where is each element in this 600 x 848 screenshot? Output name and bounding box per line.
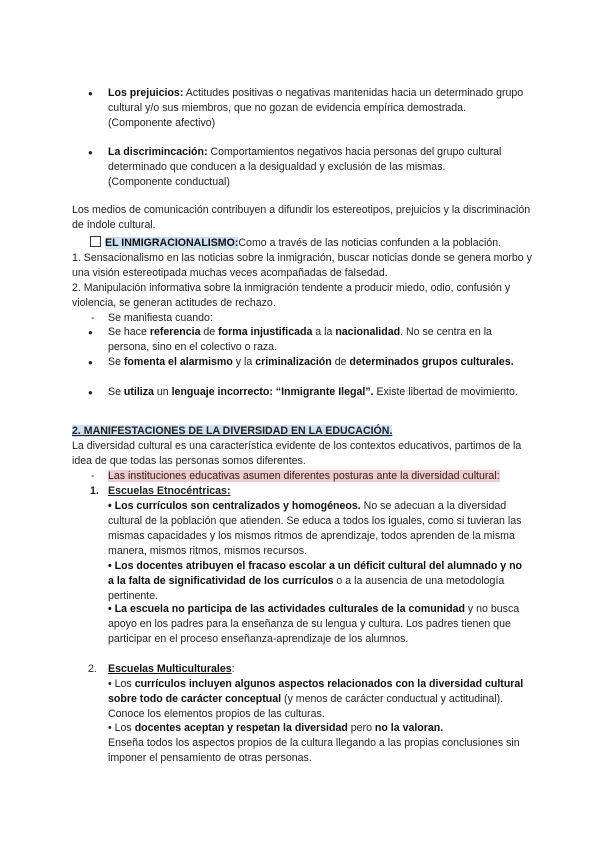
manifiesta-bullet-3: ● Se utiliza un lenguaje incorrecto: “Inmigrante Ilegal”. Existe libertad de movimiento. <box>108 385 533 400</box>
inmigracionalismo-term: EL INMIGRACIONALISMO: <box>105 237 239 249</box>
checkbox-icon[interactable] <box>90 236 101 247</box>
multi-point-2: • Los docentes aceptan y respetan la diversidad pero no la valoran. <box>108 722 444 734</box>
bullet-icon <box>88 145 93 160</box>
dash-icon <box>91 469 95 484</box>
manifiesta-item: - Se manifiesta cuando: <box>108 311 533 326</box>
item-number: 1. <box>90 485 99 497</box>
manifiesta-bullet-2: ● Se fomenta el alarmismo y la criminalización de determinados grupos culturales. <box>108 355 518 370</box>
etnocentricas-title: Escuelas Etnocéntricas: <box>108 485 231 497</box>
medios-paragraph: Los medios de comunicación contribuyen a difundir los estereotipos, prejuicios y la discriminación de índole cultural. <box>72 204 531 231</box>
prejuicios-component: (Componente afectivo) <box>108 117 216 129</box>
multi-point-3: Enseña todos los aspectos propios de la cultura llegando a las propias conclusiones sin imponer el pensamiento de otras personas. <box>108 737 520 764</box>
etno-point-1: • Los currículos son centralizados y homogéneos. No se adecuan a la diversidad cultural de la población que atienden. Se educa a todos los iguales, como si tuvieran las mismas capacidades y los mismos ritmos de aprendizaje, todos aprenden de la misma manera, mismos ritmos, mismos recursos. <box>108 500 522 557</box>
discriminacion-item <box>108 145 533 190</box>
instituciones-item: - Las instituciones educativas asumen diferentes posturas ante la diversidad cultural: <box>108 469 528 484</box>
manifiesta-bullet-1: ● Se hace referencia de forma injustificada a la nacionalidad. No se centra en la persona, sino en el colectivo o raza. <box>108 325 533 355</box>
item-number: 2. <box>88 663 97 675</box>
point-2: 2. Manipulación informativa sobre la inmigración tendente a producir miedo, odio, confusión y violencia, se generan actitudes de rechazo. <box>72 282 511 309</box>
inmigracionalismo-item: EL INMIGRACIONALISMO:Como a través de las noticias confunden a la población. <box>90 236 540 251</box>
point-1: 1. Sensacionalismo en las noticias sobre la inmigración, buscar noticias donde se genera morbo y una visión estereotipada muchas veces acompañadas de falsedad. <box>72 252 532 279</box>
bullet-icon <box>88 86 93 101</box>
bullet-icon <box>88 385 93 400</box>
etnocentricas-section <box>90 484 528 499</box>
multi-point-1: • Los currículos incluyen algunos aspectos relacionados con la diversidad cultural sobre todo de carácter conceptual (y menos de carácter conductual y actitudinal). Conoce los elementos propios de las culturas. <box>108 678 524 720</box>
prejuicios-text: Los prejuicios: Actitudes positivas o negativas mantenidas hacia un determinado grupo cultural y/o sus miembros, que no gozan de evidencia empírica demostrada. <box>108 87 524 114</box>
etno-point-3: • La escuela no participa de las actividades culturales de la comunidad y no busca apoyo en los padres para la enseñanza de su lengua y cultura. Los padres tienen que participar en el proceso enseñanza-aprendizaje de los alumnos. <box>108 603 520 645</box>
bullet-icon <box>88 355 93 370</box>
etno-point-2: • Los docentes atribuyen el fracaso escolar a un déficit cultural del alumnado y no a la falta de significatividad de los currículos o a la ausencia de una metodología pertinente. <box>108 560 523 602</box>
multiculturales-section: 2. Escuelas Multiculturales: <box>88 663 235 675</box>
multiculturales-title: Escuelas Multiculturales <box>108 663 232 675</box>
bullet-icon <box>88 325 93 340</box>
section-2-title: 2. MANIFESTACIONES DE LA DIVERSIDAD EN LA EDUCACIÓN. <box>72 425 393 437</box>
discriminacion-component: (Componente conductual) <box>108 176 230 188</box>
section-2-intro: La diversidad cultural es una característica evidente de los contextos educativos, partimos de la idea de que todas las personas somos diferentes. <box>72 440 522 467</box>
discriminacion-text: La discrimincación: Comportamientos negativos hacia personas del grupo cultural determinado que conducen a la desigualdad y exclusión de las mismas. <box>108 146 502 173</box>
prejuicios-item <box>108 86 533 131</box>
dash-icon <box>91 311 95 326</box>
